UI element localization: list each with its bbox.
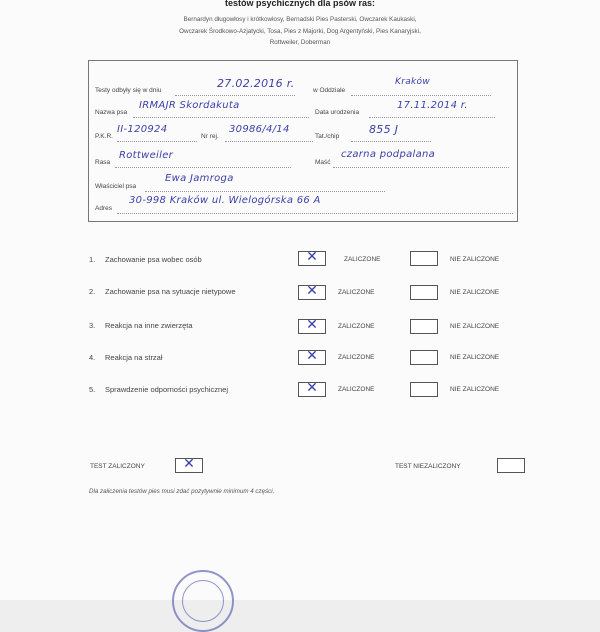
address-label: Adres xyxy=(95,205,112,212)
test-name: Zachowanie psa wobec osób xyxy=(105,255,202,264)
underline xyxy=(333,167,509,168)
dept-label: w Oddziale xyxy=(313,87,346,94)
dob-value: 17.11.2014 r. xyxy=(397,100,468,111)
breed-value: Rottweiler xyxy=(119,150,174,161)
check-mark-icon: ✕ xyxy=(306,249,318,265)
nr-label: Nr rej. xyxy=(201,133,219,140)
check-mark-icon: ✕ xyxy=(183,456,195,472)
dob-label: Data urodzenia xyxy=(315,109,360,116)
pass-label: ZALICZONE xyxy=(344,256,381,263)
info-row-breed xyxy=(89,147,519,171)
owner-label: Właściciel psa xyxy=(95,183,137,190)
breed-label: Rasa xyxy=(95,159,111,166)
address-value: 30-998 Kraków ul. Wielogórska 66 A xyxy=(129,195,321,206)
info-row-registry xyxy=(89,123,519,147)
coat-label: Maść xyxy=(315,159,331,166)
dog-name-value: IRMAJR Skordakuta xyxy=(139,100,240,111)
underline xyxy=(175,95,295,96)
test-number: 4. xyxy=(89,353,96,362)
test-row xyxy=(0,378,600,402)
fail-label: NIE ZALICZONE xyxy=(450,386,500,393)
breed-list-line: Owczarek Środkowo-Azjatycki, Tosa, Pies z Majorki, Dog Argentyński, Pies Kanaryjski, xyxy=(179,27,421,35)
official-stamp xyxy=(172,570,234,632)
test-failed-checkbox[interactable] xyxy=(497,458,525,473)
pkr-value: II-120924 xyxy=(117,124,168,135)
coat-value: czarna podpalana xyxy=(341,149,436,160)
test-passed-label: TEST ZALICZONY xyxy=(90,463,145,470)
pass-label: ZALICZONE xyxy=(338,323,375,330)
fail-label: NIE ZALICZONE xyxy=(450,323,500,330)
test-row xyxy=(0,314,600,338)
check-mark-icon: ✕ xyxy=(306,283,318,299)
pass-label: ZALICZONE xyxy=(338,354,375,361)
dog-name-label: Nazwa psa xyxy=(95,109,128,116)
fail-label: NIE ZALICZONE xyxy=(450,256,500,263)
check-mark-icon: ✕ xyxy=(306,380,318,396)
underline xyxy=(117,141,197,142)
test-failed-label: TEST NIEZALICZONY xyxy=(395,463,461,470)
fail-checkbox[interactable] xyxy=(410,285,438,300)
test-label xyxy=(89,255,202,264)
info-row-name xyxy=(89,99,519,123)
pass-label: ZALICZONE xyxy=(338,289,375,296)
underline xyxy=(117,213,513,214)
tat-value: 855 J xyxy=(369,123,399,136)
check-mark-icon: ✕ xyxy=(306,348,318,364)
requirement-note: Dla zaliczenia testów pies musi zdać pozytywnie minimum 4 części. xyxy=(89,488,275,495)
dept-value: Kraków xyxy=(395,77,430,87)
info-row-owner xyxy=(89,171,519,195)
tat-label: Tat./chip xyxy=(315,133,340,140)
document-title: testów psychicznych dla psów ras: xyxy=(224,0,376,8)
test-number: 2. xyxy=(89,287,96,296)
test-row xyxy=(0,346,600,370)
underline xyxy=(351,95,491,96)
pkr-label: P.K.R. xyxy=(95,133,113,140)
info-row-date xyxy=(89,75,519,99)
test-name: Reakcja na strzał xyxy=(105,353,163,362)
pass-checkbox[interactable] xyxy=(298,350,326,365)
pass-label: ZALICZONE xyxy=(338,386,375,393)
test-name: Reakcja na inne zwierzęta xyxy=(105,321,193,330)
date-value: 27.02.2016 r. xyxy=(217,77,295,90)
underline xyxy=(133,117,309,118)
pass-checkbox[interactable] xyxy=(298,251,326,266)
breed-list xyxy=(110,14,490,49)
stamp-inner-ring xyxy=(182,580,224,622)
underline xyxy=(225,141,313,142)
fail-checkbox[interactable] xyxy=(410,350,438,365)
test-label xyxy=(89,321,193,330)
test-row xyxy=(0,280,600,304)
info-row-address xyxy=(89,193,519,217)
fail-checkbox[interactable] xyxy=(410,382,438,397)
test-name: Sprawdzenie odporności psychicznej xyxy=(105,385,228,394)
fail-checkbox[interactable] xyxy=(410,251,438,266)
underline xyxy=(351,141,431,142)
check-mark-icon: ✕ xyxy=(306,317,318,333)
underline xyxy=(369,117,495,118)
breed-list-line: Bernardyn długowłosy i krótkowłosy, Bernadski Pies Pasterski, Owczarek Kaukaski, xyxy=(183,16,417,23)
fail-label: NIE ZALICZONE xyxy=(450,289,500,296)
breed-list-line: Rottweiler, Doberman xyxy=(269,39,331,46)
date-label: Testy odbyły się w dniu xyxy=(95,87,162,94)
test-label xyxy=(89,287,236,296)
test-row xyxy=(0,248,600,272)
underline xyxy=(115,167,291,168)
fail-checkbox[interactable] xyxy=(410,319,438,334)
test-number: 1. xyxy=(89,255,96,264)
dog-info-box xyxy=(88,60,518,222)
nr-value: 30986/4/14 xyxy=(229,124,290,135)
pass-checkbox[interactable] xyxy=(298,382,326,397)
test-number: 3. xyxy=(89,321,96,330)
owner-value: Ewa Jamroga xyxy=(165,173,234,184)
test-passed-checkbox[interactable] xyxy=(175,458,203,473)
fail-label: NIE ZALICZONE xyxy=(450,354,500,361)
test-number: 5. xyxy=(89,385,96,394)
test-name: Zachowanie psa na sytuacje nietypowe xyxy=(105,287,236,296)
pass-checkbox[interactable] xyxy=(298,319,326,334)
pass-checkbox[interactable] xyxy=(298,285,326,300)
underline xyxy=(145,191,385,192)
test-label xyxy=(89,353,163,362)
test-label xyxy=(89,385,228,394)
